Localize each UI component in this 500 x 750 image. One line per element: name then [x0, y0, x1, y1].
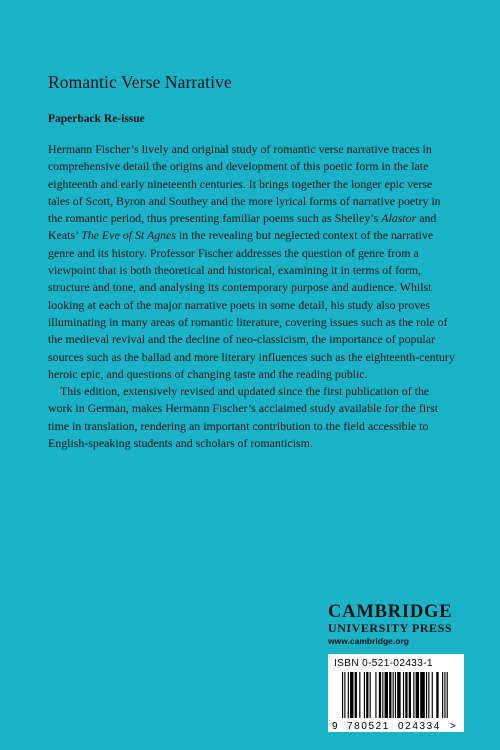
barcode-digit-first: 9: [332, 721, 338, 732]
barcode-bar: [344, 672, 345, 718]
barcode-digits-left: 780521: [347, 721, 390, 732]
barcode-bar: [379, 672, 381, 718]
barcode-bar: [355, 672, 357, 718]
blurb-text-1a: Hermann Fischer’s lively and original study of romantic verse narrative traces in comprehensive detail the origins and development of this poetic form in the late eighteenth and early nineteenth centuries. It brings together the longer epic verse tales of Scott, Byron and Southey and the more lyrical forms of narrative poetry in the romantic period, thus presenting familiar poems such as Shelley’s: [48, 142, 441, 226]
publisher-press: UNIVERSITY PRESS: [328, 621, 453, 635]
barcode-bar: [366, 672, 368, 718]
barcode-bar: [426, 672, 427, 718]
barcode-bar: [382, 672, 383, 718]
barcode-bar: [393, 672, 394, 718]
barcode-bar: [350, 672, 353, 718]
barcode-bar: [442, 672, 443, 718]
barcode-bar: [342, 672, 343, 718]
barcode-bar: [413, 672, 414, 718]
barcode-bar: [444, 672, 445, 718]
barcode-bar: [428, 672, 429, 718]
barcode-bar: [397, 672, 400, 718]
publisher-url: www.cambridge.org: [328, 636, 409, 646]
barcode-bar: [420, 672, 425, 718]
barcode-bar: [432, 672, 433, 718]
barcode-bar: [370, 672, 371, 718]
barcode-bar: [447, 672, 448, 718]
eve-of-st-agnes-title: The Eve of St Agnes: [81, 228, 177, 243]
blurb-paragraph-1: [48, 141, 456, 383]
barcode-graphic: [328, 654, 464, 732]
barcode-bar: [416, 672, 419, 718]
book-title: Romantic Verse Narrative: [48, 72, 232, 92]
barcode-bar: [364, 672, 365, 718]
barcode-end-mark: >: [450, 721, 456, 732]
blurb: [48, 141, 456, 452]
barcode-bar: [395, 672, 396, 718]
barcode-bar: [389, 672, 391, 718]
publisher-logo: [328, 603, 468, 647]
blurb-text-1c: in the revealing but neglected context of the narrative genre and its history. Professor Fischer addresses the question of genre from a viewpoint that is both theoretical and historical, examining it in terms of form, structure and tone, and analysing its contemporary purpose and audience. Whilst looking at each of the major narrative poets in some detail, his study also proves illuminating in many areas of romantic literature, covering issues such as the role of the medieval revival and the decline of neo-classicism, the importance of popular sources such as the ballad and more literary influences such as the eighteenth-century heroic epic, and questions of changing taste and the reading public.: [48, 228, 455, 381]
alastor-title: Alastor: [381, 211, 417, 226]
barcode-digits-right: 024334: [398, 721, 441, 732]
barcode-bar: [359, 672, 360, 718]
barcode-bars: [342, 672, 448, 718]
barcode-bar: [409, 672, 411, 718]
isbn-label: ISBN 0-521-02433-1: [334, 658, 433, 669]
barcode-bar: [375, 672, 376, 718]
blurb-text-1b: and Keats’: [48, 211, 437, 243]
barcode-bar: [385, 672, 388, 718]
barcode-panel: [328, 654, 464, 732]
barcode-bar: [436, 672, 438, 718]
barcode-bar: [348, 672, 349, 718]
edition-label: Paperback Re-issue: [48, 113, 145, 125]
publisher-name: CAMBRIDGE: [328, 602, 453, 622]
barcode-bar: [405, 672, 407, 718]
barcode-bar: [403, 672, 404, 718]
blurb-paragraph-2: This edition, extensively revised and updated since the first publication of the work in German, makes Hermann Fischer’s acclaimed study available for the first time in translation, rendering an important contribution to the field accessible to English-speaking students and scholars of romanticism.: [48, 384, 439, 451]
